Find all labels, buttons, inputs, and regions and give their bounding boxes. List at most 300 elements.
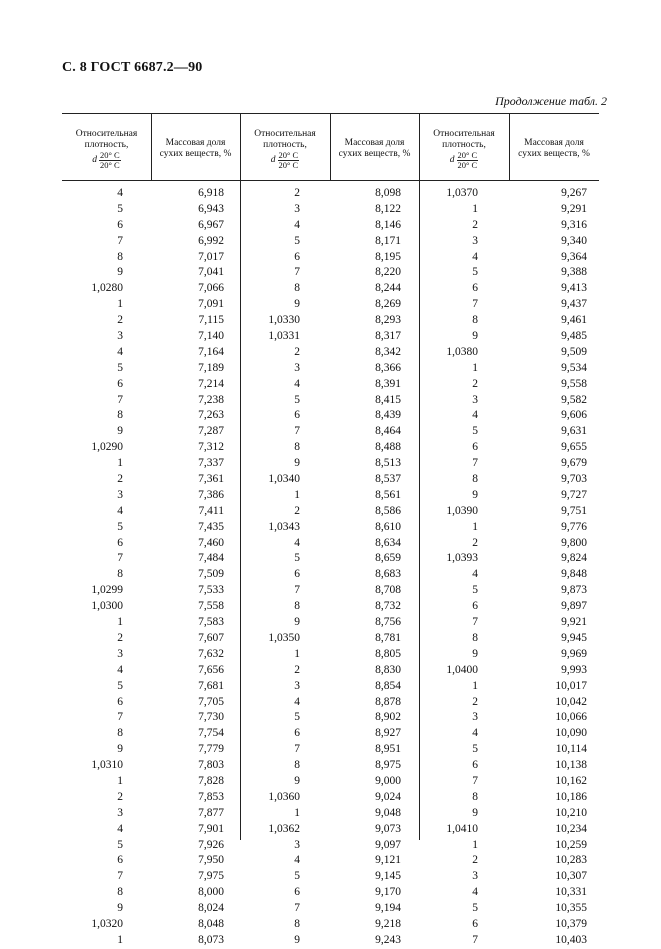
density-cell: 3: [294, 202, 300, 215]
density-cell: 4: [472, 568, 478, 581]
density-cell: 7: [472, 457, 478, 470]
mass-fraction-cell: 8,683: [375, 568, 401, 581]
density-cell: 1,0360: [268, 790, 300, 803]
mass-fraction-cell: 9,921: [561, 616, 587, 629]
density-cell: 5: [117, 361, 123, 374]
density-cell: 1,0300: [91, 600, 123, 613]
density-cell: 4: [294, 536, 300, 549]
density-cell: 5: [472, 266, 478, 279]
mass-fraction-cell: 7,877: [198, 806, 224, 819]
mass-fraction-cell: 9,582: [561, 393, 587, 406]
density-cell: 1,0362: [268, 822, 300, 835]
density-cell: 2: [294, 187, 300, 199]
mass-fraction-cell: 7,828: [198, 774, 224, 787]
mass-fraction-cell: 9,969: [561, 647, 587, 660]
density-cell: 1,0299: [91, 584, 123, 597]
mass-fraction-cell: 9,243: [375, 933, 401, 946]
density-cell: 6: [117, 695, 123, 708]
mass-fraction-cell: 9,048: [375, 806, 401, 819]
mass-fraction-cell: 7,386: [198, 488, 224, 501]
density-cell: 8: [117, 409, 123, 422]
density-cell: 4: [472, 250, 478, 263]
density-cell: 2: [472, 377, 478, 390]
mass-fraction-cell: 8,048: [198, 917, 224, 930]
density-cell: 2: [117, 314, 123, 327]
mass-fraction-cell: 9,024: [375, 790, 401, 803]
mass-fraction-cell: 8,098: [375, 187, 401, 199]
mass-fraction-cell: 7,312: [198, 441, 224, 454]
mass-fraction-cell: 8,756: [375, 616, 401, 629]
density-header: Относительная плотность, d 20° C 20° C: [254, 128, 316, 170]
mass-fraction-cell: 8,220: [375, 266, 401, 279]
mass-fraction-cell: 7,632: [198, 647, 224, 660]
mass-fraction-cell: 8,537: [375, 473, 401, 486]
mass-fraction-cell: 7,901: [198, 822, 224, 835]
mass-fraction-cell: 9,316: [561, 218, 587, 231]
mass-fraction-cell: 7,115: [198, 314, 224, 327]
density-cell: 3: [117, 488, 123, 501]
density-cell: 4: [117, 345, 123, 358]
density-cell: 4: [294, 695, 300, 708]
mass-fraction-cell: 10,331: [555, 886, 587, 899]
mass-fraction-cell: 9,170: [375, 886, 401, 899]
mass-fraction-cell: 7,017: [198, 250, 224, 263]
density-cell: 3: [117, 647, 123, 660]
mass-fraction-cell: 9,364: [561, 250, 587, 263]
mass-fraction-cell: 7,656: [198, 663, 224, 676]
density-cell: 5: [472, 584, 478, 597]
density-header: Относительная плотность, d 20° C 20° C: [75, 128, 138, 170]
mass-fraction-cell: 8,708: [375, 584, 401, 597]
mass-fraction-cell: 7,337: [198, 457, 224, 470]
mass-fraction-cell: 8,830: [375, 663, 401, 676]
density-cell: 5: [294, 393, 300, 406]
density-cell: 5: [472, 425, 478, 438]
density-cell: 8: [472, 314, 478, 327]
mass-fraction-cell: 9,291: [561, 202, 587, 215]
density-cell: 6: [117, 218, 123, 231]
density-cell: 4: [472, 886, 478, 899]
mass-fraction-cell: 10,355: [555, 902, 587, 915]
mass-fraction-cell: 10,090: [555, 727, 587, 740]
density-cell: 2: [117, 790, 123, 803]
mass-fraction-cell: 9,751: [561, 504, 587, 517]
mass-header: Массовая доля сухих веществ, %: [518, 138, 590, 159]
mass-fraction-cell: 9,703: [561, 473, 587, 486]
density-cell: 8: [294, 917, 300, 930]
mass-fraction-cell: 8,902: [375, 711, 401, 724]
mass-fraction-cell: 8,464: [375, 425, 401, 438]
mass-fraction-cell: 9,073: [375, 822, 401, 835]
density-cell: 5: [294, 711, 300, 724]
density-cell: 6: [294, 250, 300, 263]
mass-fraction-cell: 8,000: [198, 886, 224, 899]
density-cell: 4: [472, 727, 478, 740]
density-cell: 6: [117, 854, 123, 867]
density-cell: 9: [294, 774, 300, 787]
density-cell: 1,0320: [91, 917, 123, 930]
density-cell: 4: [294, 377, 300, 390]
mass-fraction-cell: 8,391: [375, 377, 401, 390]
density-cell: 5: [117, 679, 123, 692]
mass-fraction-cell: 9,558: [561, 377, 587, 390]
density-cell: 6: [472, 917, 478, 930]
density-cell: 1: [472, 202, 478, 215]
mass-fraction-cell: 6,943: [198, 202, 224, 215]
density-cell: 1: [472, 838, 478, 851]
mass-fraction-cell: 8,659: [375, 552, 401, 565]
mass-fraction-cell: 8,634: [375, 536, 401, 549]
mass-fraction-cell: 8,513: [375, 457, 401, 470]
mass-fraction-cell: 8,366: [375, 361, 401, 374]
density-column: [419, 186, 478, 949]
density-cell: 4: [294, 854, 300, 867]
mass-fraction-cell: 8,317: [375, 330, 401, 343]
mass-fraction-cell: 8,073: [198, 933, 224, 946]
density-cell: 5: [294, 870, 300, 883]
density-cell: 9: [472, 488, 478, 501]
density-cell: 8: [472, 473, 478, 486]
density-cell: 2: [294, 663, 300, 676]
mass-fraction-cell: 9,388: [561, 266, 587, 279]
density-cell: 6: [294, 886, 300, 899]
mass-fraction-cell: 9,413: [561, 282, 587, 295]
mass-column: [160, 186, 224, 949]
mass-header: Массовая доля сухих веществ, %: [159, 138, 232, 159]
mass-fraction-cell: 8,439: [375, 409, 401, 422]
mass-fraction-cell: 7,238: [198, 393, 224, 406]
density-cell: 3: [117, 330, 123, 343]
density-cell: 5: [472, 902, 478, 915]
density-cell: 4: [117, 663, 123, 676]
mass-fraction-cell: 7,754: [198, 727, 224, 740]
density-cell: 7: [472, 933, 478, 946]
density-cell: 7: [472, 616, 478, 629]
mass-fraction-cell: 8,805: [375, 647, 401, 660]
mass-fraction-cell: 7,730: [198, 711, 224, 724]
density-cell: 1,0280: [91, 282, 123, 295]
mass-fraction-cell: 9,121: [375, 854, 401, 867]
density-cell: 7: [294, 902, 300, 915]
mass-fraction-cell: 7,189: [198, 361, 224, 374]
mass-fraction-cell: 7,705: [198, 695, 224, 708]
density-cell: 1: [472, 520, 478, 533]
density-cell: 8: [472, 790, 478, 803]
density-cell: 7: [117, 234, 123, 247]
density-cell: 8: [294, 441, 300, 454]
mass-fraction-cell: 8,415: [375, 393, 401, 406]
density-cell: 3: [294, 679, 300, 692]
density-cell: 6: [117, 377, 123, 390]
density-cell: 1,0330: [268, 314, 300, 327]
mass-fraction-cell: 7,091: [198, 298, 224, 311]
mass-fraction-cell: 9,606: [561, 409, 587, 422]
density-cell: 1,0380: [446, 345, 478, 358]
density-cell: 2: [472, 695, 478, 708]
density-cell: 6: [472, 441, 478, 454]
density-cell: 1: [117, 933, 123, 946]
mass-fraction-cell: 9,897: [561, 600, 587, 613]
density-cell: 5: [472, 743, 478, 756]
density-cell: 3: [294, 838, 300, 851]
density-header: Относительная плотность, d 20° C 20° C: [433, 128, 495, 170]
mass-fraction-cell: 10,066: [555, 711, 587, 724]
mass-fraction-cell: 9,145: [375, 870, 401, 883]
density-cell: 4: [472, 409, 478, 422]
mass-fraction-cell: 9,461: [561, 314, 587, 327]
mass-fraction-cell: 8,122: [375, 202, 401, 215]
table-continuation-label: Продолжение табл. 2: [495, 94, 607, 108]
mass-column: [515, 186, 587, 949]
density-cell: 1,0310: [91, 759, 123, 772]
density-cell: 1,0340: [268, 473, 300, 486]
density-column: [240, 186, 300, 949]
mass-fraction-cell: 7,484: [198, 552, 224, 565]
density-cell: 7: [294, 425, 300, 438]
mass-fraction-cell: 9,873: [561, 584, 587, 597]
density-cell: 2: [294, 504, 300, 517]
mass-fraction-cell: 9,993: [561, 663, 587, 676]
density-cell: 3: [472, 234, 478, 247]
mass-fraction-cell: 10,379: [555, 917, 587, 930]
mass-fraction-cell: 6,918: [198, 187, 224, 199]
density-cell: 4: [117, 187, 123, 199]
mass-fraction-cell: 8,269: [375, 298, 401, 311]
mass-fraction-cell: 8,610: [375, 520, 401, 533]
density-cell: 2: [117, 473, 123, 486]
mass-fraction-cell: 10,186: [555, 790, 587, 803]
density-cell: 1,0400: [446, 663, 478, 676]
mass-fraction-cell: 8,342: [375, 345, 401, 358]
density-cell: 5: [294, 234, 300, 247]
density-cell: 9: [294, 616, 300, 629]
density-cell: 1: [117, 457, 123, 470]
mass-fraction-cell: 10,283: [555, 854, 587, 867]
mass-fraction-cell: 7,975: [198, 870, 224, 883]
mass-fraction-cell: 7,164: [198, 345, 224, 358]
density-cell: 1,0331: [268, 330, 300, 343]
mass-fraction-cell: 7,041: [198, 266, 224, 279]
mass-fraction-cell: 9,848: [561, 568, 587, 581]
density-cell: 3: [294, 361, 300, 374]
mass-fraction-cell: 9,218: [375, 917, 401, 930]
density-cell: 4: [117, 504, 123, 517]
mass-fraction-cell: 8,854: [375, 679, 401, 692]
density-cell: 7: [117, 552, 123, 565]
mass-fraction-cell: 7,583: [198, 616, 224, 629]
density-cell: 1: [117, 774, 123, 787]
mass-fraction-cell: 9,727: [561, 488, 587, 501]
density-cell: 6: [294, 568, 300, 581]
mass-fraction-cell: 7,361: [198, 473, 224, 486]
density-cell: 1: [117, 298, 123, 311]
density-cell: 5: [117, 838, 123, 851]
density-cell: 2: [472, 854, 478, 867]
mass-fraction-cell: 9,509: [561, 345, 587, 358]
mass-fraction-cell: 8,171: [375, 234, 401, 247]
mass-fraction-cell: 6,967: [198, 218, 224, 231]
density-cell: 1,0393: [446, 552, 478, 565]
density-cell: 9: [472, 806, 478, 819]
mass-fraction-cell: 7,926: [198, 838, 224, 851]
mass-fraction-cell: 9,945: [561, 631, 587, 644]
page-title: С. 8 ГОСТ 6687.2—90: [62, 60, 203, 75]
density-cell: 6: [472, 282, 478, 295]
mass-fraction-cell: 9,776: [561, 520, 587, 533]
density-cell: 8: [472, 631, 478, 644]
density-cell: 6: [472, 759, 478, 772]
mass-fraction-cell: 8,561: [375, 488, 401, 501]
mass-fraction-cell: 7,140: [198, 330, 224, 343]
density-cell: 7: [117, 870, 123, 883]
mass-fraction-cell: 8,244: [375, 282, 401, 295]
mass-fraction-cell: 7,950: [198, 854, 224, 867]
density-cell: 1: [294, 806, 300, 819]
mass-fraction-cell: 7,066: [198, 282, 224, 295]
density-cell: 3: [472, 393, 478, 406]
density-cell: 4: [117, 822, 123, 835]
density-cell: 9: [472, 330, 478, 343]
density-cell: 6: [117, 536, 123, 549]
density-cell: 2: [294, 345, 300, 358]
density-cell: 8: [117, 250, 123, 263]
density-cell: 4: [294, 218, 300, 231]
mass-fraction-cell: 8,488: [375, 441, 401, 454]
density-cell: 3: [117, 806, 123, 819]
density-cell: 3: [472, 870, 478, 883]
mass-fraction-cell: 8,878: [375, 695, 401, 708]
density-cell: 5: [117, 202, 123, 215]
mass-fraction-cell: 8,975: [375, 759, 401, 772]
density-cell: 9: [117, 266, 123, 279]
mass-fraction-cell: 10,017: [555, 679, 587, 692]
density-cell: 2: [117, 631, 123, 644]
mass-fraction-cell: 10,042: [555, 695, 587, 708]
mass-fraction-cell: 8,732: [375, 600, 401, 613]
density-cell: 5: [117, 520, 123, 533]
mass-fraction-cell: 9,485: [561, 330, 587, 343]
density-cell: 9: [294, 457, 300, 470]
mass-fraction-cell: 10,307: [555, 870, 587, 883]
mass-fraction-cell: 9,267: [561, 187, 587, 199]
density-cell: 6: [294, 727, 300, 740]
density-cell: 9: [294, 298, 300, 311]
density-cell: 9: [472, 647, 478, 660]
density-cell: 1: [472, 361, 478, 374]
density-cell: 8: [117, 886, 123, 899]
density-cell: 7: [117, 711, 123, 724]
mass-fraction-cell: 8,024: [198, 902, 224, 915]
mass-fraction-cell: 7,287: [198, 425, 224, 438]
mass-fraction-cell: 10,210: [555, 806, 587, 819]
density-cell: 1,0350: [268, 631, 300, 644]
mass-fraction-cell: 10,259: [555, 838, 587, 851]
mass-fraction-cell: 7,263: [198, 409, 224, 422]
mass-fraction-cell: 10,162: [555, 774, 587, 787]
mass-fraction-cell: 7,607: [198, 631, 224, 644]
density-cell: 1: [294, 647, 300, 660]
density-cell: 1,0390: [446, 504, 478, 517]
density-cell: 1,0410: [446, 822, 478, 835]
mass-fraction-cell: 7,779: [198, 743, 224, 756]
density-column: [60, 186, 123, 949]
mass-fraction-cell: 8,927: [375, 727, 401, 740]
mass-fraction-cell: 8,293: [375, 314, 401, 327]
mass-fraction-cell: 7,558: [198, 600, 224, 613]
density-cell: 7: [294, 743, 300, 756]
mass-fraction-cell: 9,679: [561, 457, 587, 470]
density-cell: 2: [472, 536, 478, 549]
mass-fraction-cell: 8,951: [375, 743, 401, 756]
density-cell: 3: [472, 711, 478, 724]
mass-fraction-cell: 8,195: [375, 250, 401, 263]
mass-fraction-cell: 9,800: [561, 536, 587, 549]
density-cell: 8: [117, 568, 123, 581]
density-cell: 9: [117, 902, 123, 915]
density-cell: 8: [294, 759, 300, 772]
mass-fraction-cell: 8,586: [375, 504, 401, 517]
density-cell: 5: [294, 552, 300, 565]
density-cell: 6: [294, 409, 300, 422]
density-cell: 9: [294, 933, 300, 946]
density-cell: 7: [294, 266, 300, 279]
mass-fraction-cell: 10,234: [555, 822, 587, 835]
mass-fraction-cell: 9,534: [561, 361, 587, 374]
density-cell: 1: [294, 488, 300, 501]
mass-fraction-cell: 7,460: [198, 536, 224, 549]
mass-fraction-cell: 9,655: [561, 441, 587, 454]
density-cell: 6: [472, 600, 478, 613]
density-cell: 8: [117, 727, 123, 740]
mass-fraction-cell: 8,781: [375, 631, 401, 644]
density-cell: 7: [117, 393, 123, 406]
mass-fraction-cell: 7,803: [198, 759, 224, 772]
mass-fraction-cell: 7,681: [198, 679, 224, 692]
density-cell: 1,0370: [446, 187, 478, 199]
mass-fraction-cell: 7,411: [198, 504, 224, 517]
mass-fraction-cell: 9,000: [375, 774, 401, 787]
density-cell: 1,0343: [268, 520, 300, 533]
mass-column: [335, 186, 401, 949]
density-cell: 8: [294, 282, 300, 295]
mass-fraction-cell: 9,194: [375, 902, 401, 915]
mass-fraction-cell: 9,097: [375, 838, 401, 851]
density-cell: 1,0290: [91, 441, 123, 454]
mass-fraction-cell: 9,437: [561, 298, 587, 311]
density-cell: 8: [294, 600, 300, 613]
density-cell: 7: [294, 584, 300, 597]
density-cell: 1: [472, 679, 478, 692]
density-cell: 9: [117, 425, 123, 438]
mass-fraction-cell: 7,214: [198, 377, 224, 390]
density-cell: 9: [117, 743, 123, 756]
mass-fraction-cell: 9,824: [561, 552, 587, 565]
mass-fraction-cell: 9,631: [561, 425, 587, 438]
mass-fraction-cell: 10,403: [555, 933, 587, 946]
mass-fraction-cell: 7,435: [198, 520, 224, 533]
mass-fraction-cell: 9,340: [561, 234, 587, 247]
density-cell: 1: [117, 616, 123, 629]
mass-fraction-cell: 7,509: [198, 568, 224, 581]
density-cell: 7: [472, 298, 478, 311]
mass-fraction-cell: 10,114: [555, 743, 587, 756]
density-cell: 7: [472, 774, 478, 787]
density-cell: 2: [472, 218, 478, 231]
mass-fraction-cell: 10,138: [555, 759, 587, 772]
mass-fraction-cell: 7,853: [198, 790, 224, 803]
mass-fraction-cell: 8,146: [375, 218, 401, 231]
mass-fraction-cell: 7,533: [198, 584, 224, 597]
